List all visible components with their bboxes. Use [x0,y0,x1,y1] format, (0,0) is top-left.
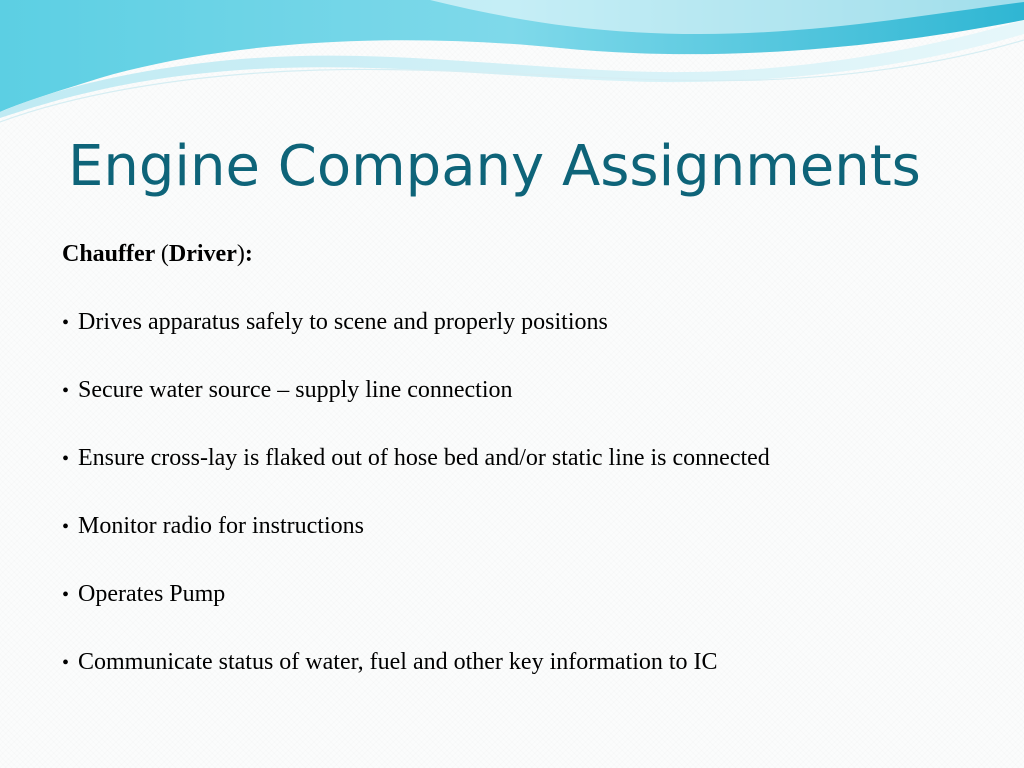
list-item-text: Ensure cross-lay is flaked out of hose bed and/or static line is connected [78,445,770,471]
list-item [62,304,1002,340]
bullet-icon: • [62,380,70,402]
role-heading-paren-close: ) [236,241,245,267]
list-item-text: Drives apparatus safely to scene and properly positions [78,309,608,335]
list-item-text: Communicate status of water, fuel and other key information to IC [78,649,718,675]
list-item [62,372,1002,408]
list-item [62,644,1002,680]
duty-list [62,304,1002,680]
slide-title: Engine Company Assignments [68,134,921,199]
list-item-text: Secure water source – supply line connection [78,377,513,403]
list-item-text: Monitor radio for instructions [78,513,364,539]
bullet-icon: • [62,652,70,674]
role-heading-colon: : [244,241,253,267]
role-heading-part1: Chauffer [62,241,155,267]
list-item [62,440,1002,476]
role-heading [62,236,1002,272]
bullet-icon: • [62,584,70,606]
role-heading-paren-open: ( [160,241,169,267]
bullet-icon: • [62,516,70,538]
bullet-icon: • [62,312,70,334]
bullet-icon: • [62,448,70,470]
list-item [62,576,1002,612]
list-item-text: Operates Pump [78,581,226,607]
slide-body [62,236,1002,712]
list-item [62,508,1002,544]
role-heading-part2: Driver [168,241,237,267]
header-wave-decoration [0,0,1024,130]
